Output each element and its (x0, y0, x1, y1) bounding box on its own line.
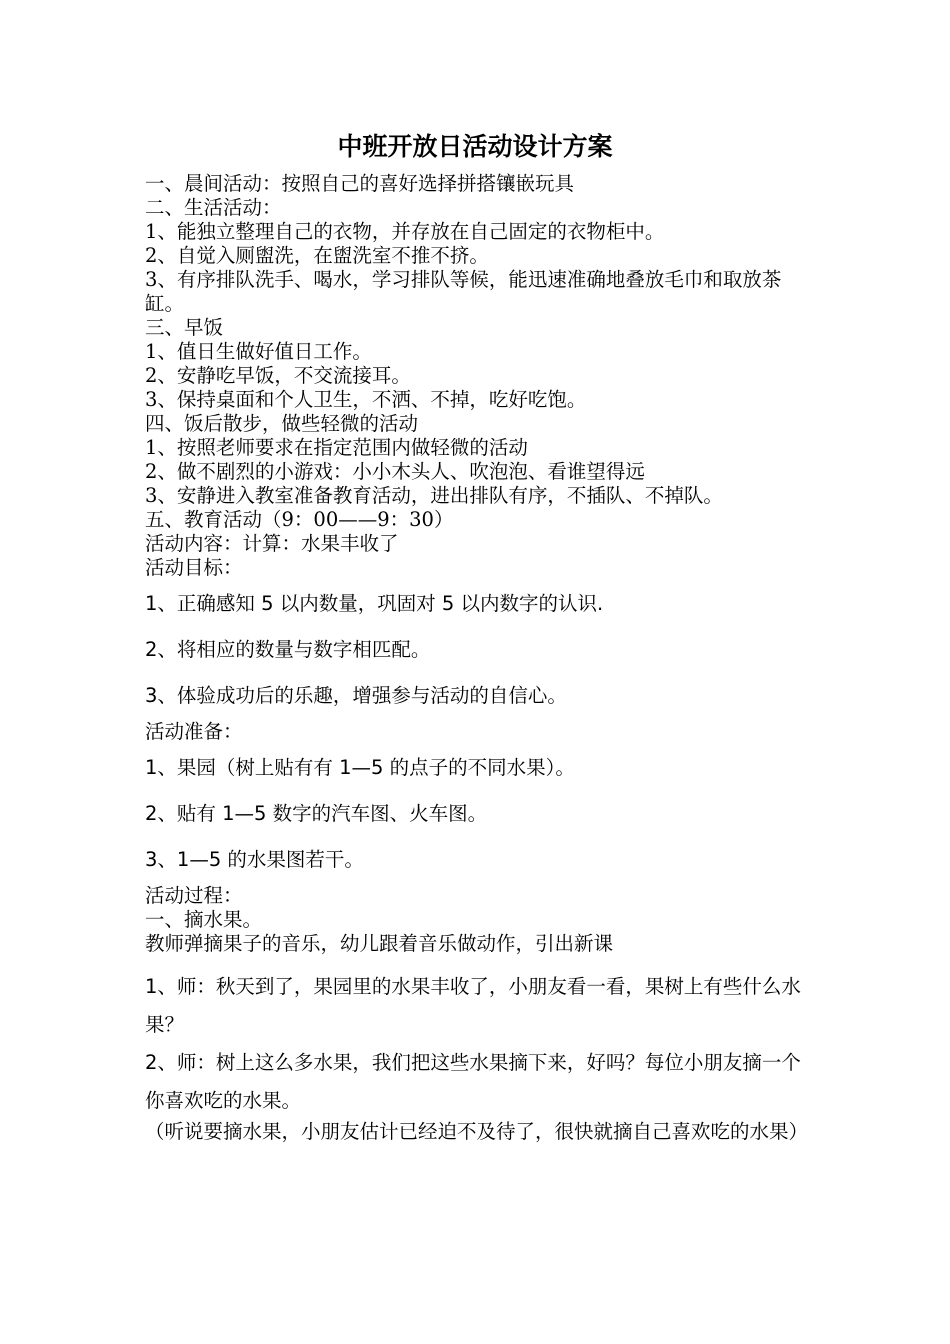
prep-line: 1、果园（树上贴有有 1—5 的点子的不同水果）。 (145, 756, 575, 779)
goal-line: 2、将相应的数量与数字相匹配。 (145, 638, 431, 661)
text-line: 3、有序排队洗手、喝水，学习排队等候，能迅速准确地叠放毛巾和取放茶缸。 (145, 268, 782, 315)
text-line: 3、安静进入教室准备教育活动，进出排队有序，不插队、不掉队。 (145, 484, 723, 507)
text-line: 教师弹摘果子的音乐，幼儿跟着音乐做动作，引出新课 (145, 932, 614, 955)
text-line: 2、安静吃早饭，不交流接耳。 (145, 364, 411, 387)
document-title: 中班开放日活动设计方案 (337, 132, 613, 161)
section-heading: 四、饭后散步，做些轻微的活动 (145, 412, 419, 435)
text-line: 2、做不剧烈的小游戏：小小木头人、吹泡泡、看谁望得远 (145, 460, 645, 483)
goal-line: 3、体验成功后的乐趣，增强参与活动的自信心。 (145, 684, 567, 707)
text-line: 活动目标： (145, 556, 243, 579)
dialogue-line: 1、师：秋天到了，果园里的水果丰收了，小朋友看一看，果树上有些什么水果？ (145, 975, 801, 1036)
document-body (145, 172, 815, 1144)
goal-line: 1、正确感知 5 以内数量，巩固对 5 以内数字的认识. (145, 592, 604, 615)
text-line: 1、按照老师要求在指定范围内做轻微的活动 (145, 436, 528, 459)
text-line: 一、摘水果。 (145, 908, 263, 931)
dialogue-line: 2、师：树上这么多水果，我们把这些水果摘下来，好吗？每位小朋友摘一个你喜欢吃的水果。 (145, 1051, 801, 1112)
section-heading: 三、早饭 (145, 316, 224, 339)
text-line: 活动内容：计算：水果丰收了 (145, 532, 399, 555)
text-line: 2、自觉入厕盥洗，在盥洗室不推不挤。 (145, 244, 489, 267)
prep-heading: 活动准备： (145, 720, 243, 743)
text-line: 一、晨间活动：按照自己的喜好选择拼搭镶嵌玩具 (145, 172, 575, 195)
text-line: 1、能独立整理自己的衣物，并存放在自己固定的衣物柜中。 (145, 220, 665, 243)
text-line: 二、生活活动： (145, 196, 282, 219)
process-heading: 活动过程： (145, 884, 243, 907)
text-line: 3、保持桌面和个人卫生，不洒、不掉，吃好吃饱。 (145, 388, 587, 411)
text-line: 1、值日生做好值日工作。 (145, 340, 372, 363)
text-line: （听说要摘水果，小朋友估计已经迫不及待了，很快就摘自己喜欢吃的水果） (145, 1120, 809, 1143)
section-heading: 五、教育活动（9：00——9：30） (145, 508, 454, 531)
prep-line: 3、1—5 的水果图若干。 (145, 848, 364, 871)
prep-line: 2、贴有 1—5 数字的汽车图、火车图。 (145, 802, 488, 825)
